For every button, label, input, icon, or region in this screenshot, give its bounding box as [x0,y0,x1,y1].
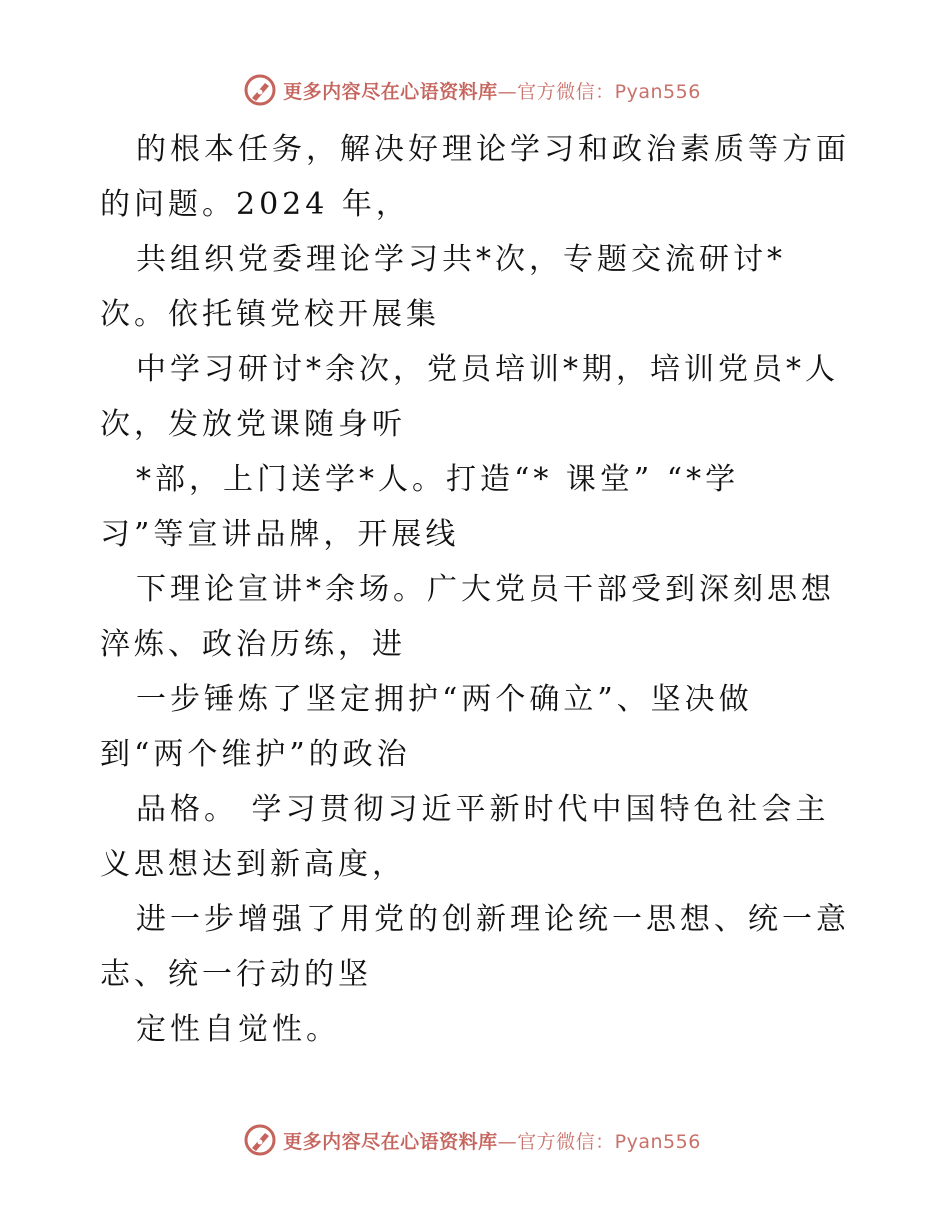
text-line-14: 义思想达到新高度， [100,847,406,882]
pen-circle-logo-icon [243,73,277,107]
header-watermark [0,72,950,108]
text-line-8: 习”等宣讲品牌，开展线 [100,517,460,552]
watermark-text [283,77,701,104]
text-line-5: 中学习研讨*余次，党员培训*期，培训党员*人 [136,352,839,387]
text-line-16: 志、统一行动的坚 [100,957,372,992]
watermark-group [243,1123,701,1157]
watermark-brand: 更多内容尽在心语资料库 [283,1130,498,1153]
text-line-1: 的根本任务，解决好理论学习和政治素质等方面 [136,132,850,167]
text-line-10: 淬炼、政治历练，进 [100,627,406,662]
text-line-12: 到“两个维护”的政治 [100,737,411,772]
text-line-9: 下理论宣讲*余场。广大党员干部受到深刻思想 [136,572,835,607]
watermark-text [283,1127,701,1154]
document-body [100,122,880,1057]
watermark-brand: 更多内容尽在心语资料库 [283,80,498,103]
text-line-11: 一步锤炼了坚定拥护“两个确立”、坚决做 [136,682,753,717]
text-line-15: 进一步增强了用党的创新理论统一思想、统一意 [136,902,850,937]
text-line-13: 品格。 学习贯彻习近平新时代中国特色社会主 [136,792,830,827]
text-line-3: 共组织党委理论学习共*次，专题交流研讨* [136,242,786,277]
footer-watermark [0,1122,950,1158]
text-line-6: 次，发放党课随身听 [100,407,406,442]
text-line-4: 次。依托镇党校开展集 [100,297,440,332]
pen-circle-logo-icon [243,1123,277,1157]
text-line-17: 定性自觉性。 [136,1012,340,1047]
watermark-suffix: —官方微信：Pyan556 [497,80,701,103]
watermark-suffix: —官方微信：Pyan556 [497,1130,701,1153]
text-line-2: 的问题。2024 年， [100,187,410,222]
text-line-7: *部，上门送学*人。打造“* 课堂” “*学 [136,462,740,497]
watermark-group [243,73,701,107]
